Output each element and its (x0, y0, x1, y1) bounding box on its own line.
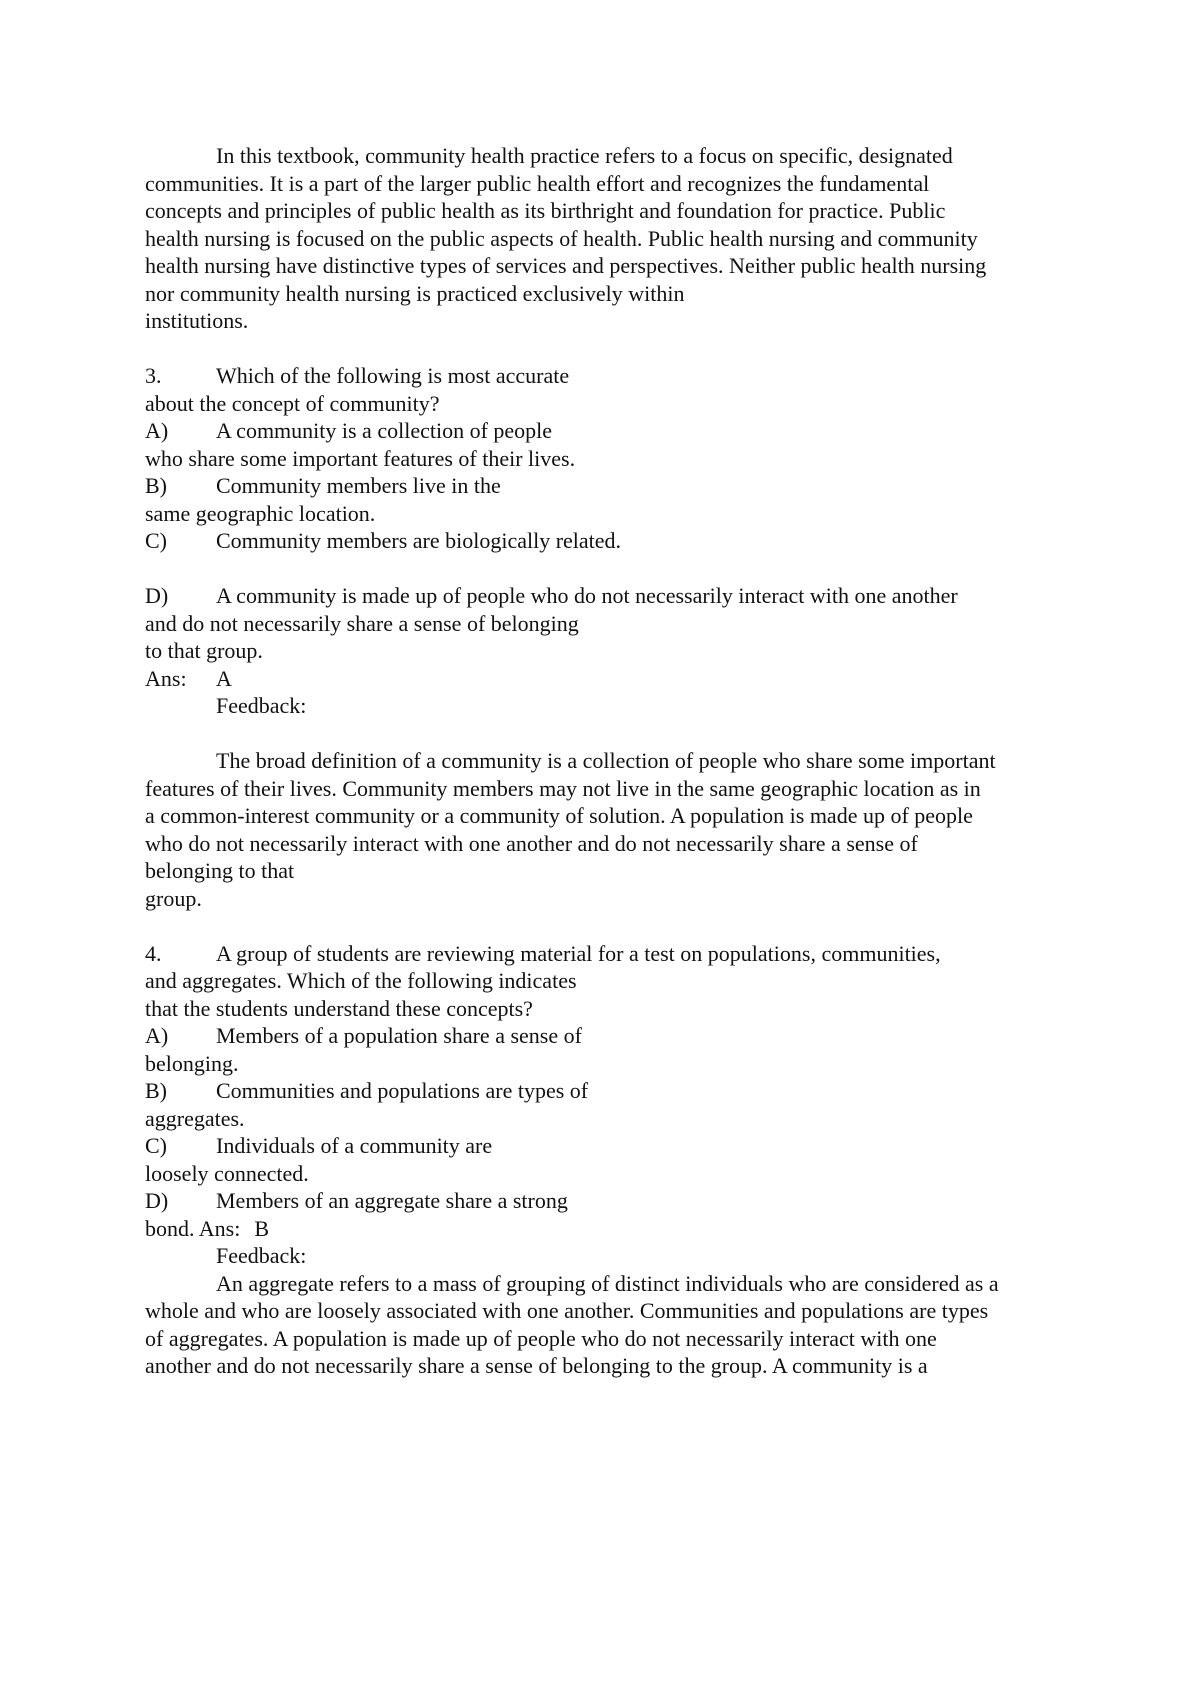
spacer (145, 555, 1095, 583)
option-label: B) (145, 1078, 167, 1103)
option-label: D) (145, 583, 169, 608)
option-text: A community is a collection of people (216, 418, 553, 443)
question-4 (145, 940, 1095, 1380)
intro-line: concepts and principles of public health as its birthright and foundation for practice. Public (145, 198, 946, 223)
intro-line: institutions. (145, 308, 249, 333)
option-text: to that group. (145, 638, 263, 663)
option-c (145, 527, 1095, 555)
option-text: Members of an aggregate share a strong (216, 1188, 568, 1213)
answer-value: B (254, 1215, 270, 1241)
option-text: Members of a population share a sense of (216, 1023, 582, 1048)
intro-line: nor community health nursing is practiced exclusively within (145, 280, 685, 306)
feedback-line: of aggregates. A population is made up of people who do not necessarily interact with one (145, 1325, 937, 1351)
question-number: 4. (145, 940, 162, 966)
option-text: who share some important features of their lives. (145, 445, 576, 471)
intro-line: health nursing is focused on the public aspects of health. Public health nursing and community (145, 225, 978, 251)
feedback-line: who do not necessarily interact with one another and do not necessarily share a sense of (145, 830, 918, 856)
option-d (145, 1187, 1095, 1215)
option-label: C) (145, 1133, 167, 1158)
intro-line: communities. It is a part of the larger public health effort and recognizes the fundamental (145, 170, 930, 196)
option-text: belonging. (145, 1050, 239, 1076)
option-text: loosely connected. (145, 1160, 309, 1186)
option-b (145, 1077, 1095, 1105)
intro-line: health nursing have distinctive types of services and perspectives. Neither public health nursing (145, 253, 987, 278)
option-a (145, 417, 1095, 445)
spacer (145, 335, 1095, 363)
question-3-stem (145, 362, 1095, 390)
feedback-label: Feedback: (216, 1243, 307, 1268)
answer-row (145, 1215, 1095, 1243)
feedback-line: whole and who are loosely associated with one another. Communities and populations are types (145, 1298, 989, 1323)
option-d (145, 582, 1095, 610)
question-4-stem (145, 940, 1095, 968)
answer-row (145, 665, 1095, 693)
option-text: same geographic location. (145, 500, 376, 526)
feedback-line: group. (145, 885, 202, 911)
answer-label: Ans: (145, 665, 187, 691)
option-b (145, 472, 1095, 500)
option-label: A) (145, 1023, 169, 1048)
question-stem-line: and aggregates. Which of the following indicates (145, 968, 577, 993)
question-stem-line: Which of the following is most accurate (216, 363, 570, 388)
question-stem-line: about the concept of community? (145, 390, 440, 416)
option-label: A) (145, 418, 169, 443)
option-text: A community is made up of people who do not necessarily interact with one another (216, 583, 958, 608)
feedback-line: a common-interest community or a community of solution. A population is made up of people (145, 803, 973, 828)
option-text: Community members are biologically related. (216, 528, 622, 553)
feedback-line: another and do not necessarily share a sense of belonging to the group. A community is a (145, 1353, 928, 1378)
feedback-line: An aggregate refers to a mass of grouping of distinct individuals who are considered as a (216, 1270, 999, 1296)
intro-paragraph (145, 142, 1095, 335)
option-label: C) (145, 528, 167, 553)
option-text: aggregates. (145, 1105, 245, 1131)
question-stem-line: that the students understand these concepts? (145, 995, 533, 1021)
spacer (145, 720, 1095, 748)
page-content (145, 142, 1095, 1380)
question-number: 3. (145, 363, 162, 388)
option-text: and do not necessarily share a sense of belonging (145, 610, 579, 636)
option-text: bond. Ans: (145, 1215, 241, 1241)
option-a (145, 1022, 1095, 1050)
feedback-text (145, 1270, 1095, 1380)
question-stem-line: A group of students are reviewing material for a test on populations, communities, (216, 940, 941, 966)
answer-value: A (216, 665, 232, 691)
option-text: Communities and populations are types of (216, 1078, 589, 1103)
option-text: Community members live in the (216, 473, 501, 498)
feedback-line: belonging to that (145, 858, 295, 883)
option-label: D) (145, 1188, 169, 1213)
spacer (145, 912, 1095, 940)
feedback-line: The broad definition of a community is a collection of people who share some important (216, 748, 996, 773)
option-label: B) (145, 473, 167, 498)
option-text: Individuals of a community are (216, 1133, 493, 1158)
option-c (145, 1132, 1095, 1160)
feedback-text (145, 747, 1095, 912)
feedback-line: features of their lives. Community members may not live in the same geographic location as in (145, 775, 981, 801)
feedback-label: Feedback: (216, 693, 307, 718)
question-3 (145, 362, 1095, 912)
intro-line: In this textbook, community health practice refers to a focus on specific, designated (216, 143, 953, 168)
